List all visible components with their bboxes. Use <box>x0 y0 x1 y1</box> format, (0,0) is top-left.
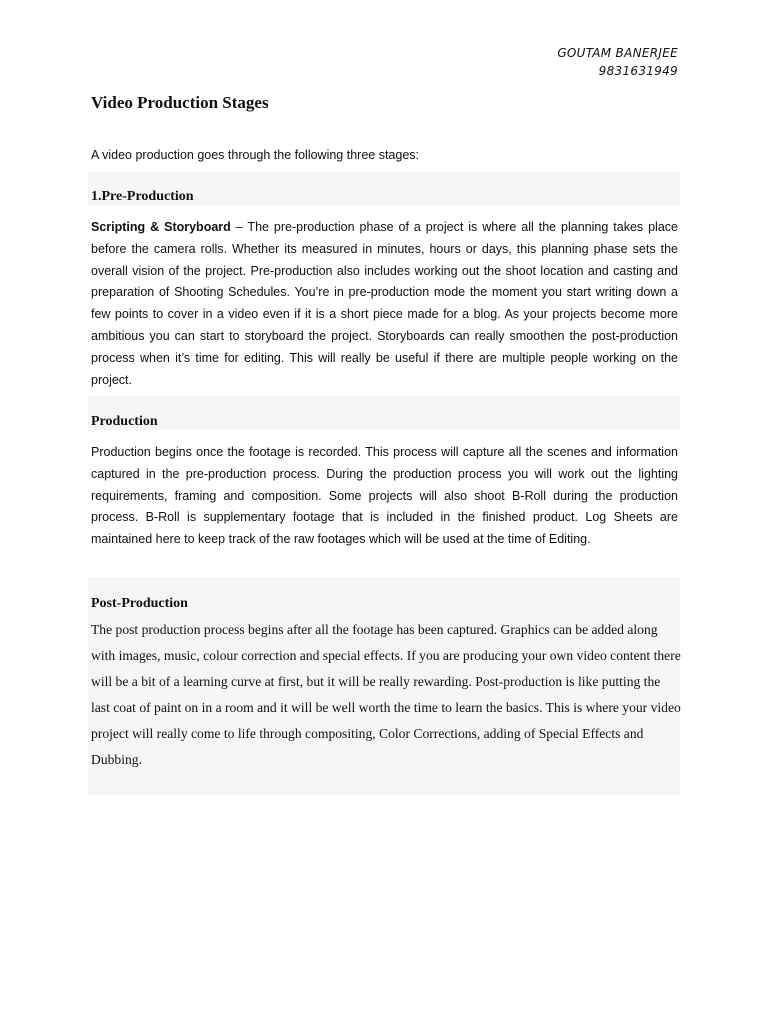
section-heading-preproduction: 1.Pre-Production <box>91 189 194 204</box>
section-heading-band-preproduction <box>88 172 680 206</box>
section-heading-postproduction: Post-Production <box>91 596 188 611</box>
intro-text: A video production goes through the following three stages: <box>91 148 419 162</box>
section-text-preproduction: – The pre-production phase of a project is where all the planning takes place before the camera rolls. Whether its measured in minutes, hours or days, this planning phase sets the overall vision of the project. Pre-production also includes working out the shoot location and casting and preparation of Shooting Schedules. You’re in pre-production mode the moment you start writing down a few points to cover in a video even if it is a short piece made for a blog. As your projects become more ambitious you can start to storyboard the project. Storyboards can really smoothen the post-production process when it’s time for editing. This will really be useful if there are multiple people working on the project. <box>91 220 678 387</box>
author-name: GOUTAM BANERJEE <box>557 46 678 60</box>
section-body-postproduction: The post production process begins after all the footage has been captured. Graphics can be added along with images, music, colour correction and special effects. If you are producing your own video content there will be a bit of a learning curve at first, but it will be really rewarding. Post-production is like putting the last coat of paint on in a room and it will be well worth the time to learn the basics. This is where your video project will really come to life through compositing, Color Corrections, adding of Special Effects and Dubbing. <box>91 622 681 767</box>
section-heading-band-production <box>88 396 680 430</box>
section-heading-production: Production <box>91 414 158 429</box>
author-phone: 9831631949 <box>598 64 678 78</box>
section-lead-scripting: Scripting & Storyboard <box>91 220 231 234</box>
section-body-production: Production begins once the footage is recorded. This process will capture all the scenes and information captured in the pre-production process. During the production process you will work out the lighting requirements, framing and composition. Some projects will also shoot B-Roll during the production process. B-Roll is supplementary footage that is included in the finished product. Log Sheets are maintained here to keep track of the raw footages which will be used at the time of Editing. <box>91 445 678 547</box>
document-title: Video Production Stages <box>91 93 269 112</box>
author-block <box>557 44 678 80</box>
section-body-preproduction <box>91 217 678 391</box>
